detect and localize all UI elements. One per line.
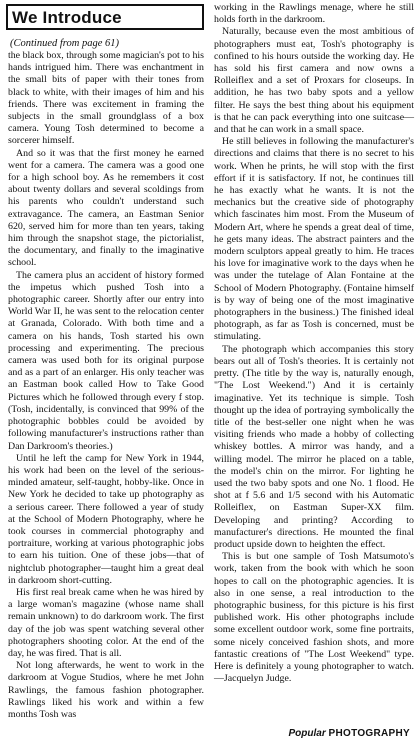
paragraph: Naturally, because even the most ambitious of photographers must eat, Tosh's photography is confined to his hours outside the working day. He has sold his first camera and now owns a Rolleiflex and a set of Proxars for closeups. In addition, he has two baby spots and a yellow filter. He says the best thing about his equipment is that he can pack everything into one suitcase—and that he can work in a small space. — [214, 26, 414, 136]
paragraph: This is but one sample of Tosh Matsumoto's work, taken from the book with which he soon hopes to call on the photographic agencies. It is also in one sense, a real introduction to the photographic business, for this picture is his first published work. His other photographs include some excellent outdoor work, some fine portraits, some nicely conceived fashion shots, and more fantastic creations of "The Lost Weekend" type. Here is definitely a young photographer to watch.—Jacquelyn Judge. — [214, 551, 414, 685]
paragraph: His first real break came when he was hired by a large woman's magazine (whose name shall remain unknown) to do darkroom work. The first day of the job was spent watching several other photographers shooting color. At the end of the day, he was fired. That is all. — [8, 586, 204, 659]
magazine-name-part1: Popular — [288, 728, 326, 739]
paragraph: Not long afterwards, he went to work in the darkroom at Vogue Studios, where he met John Rawlings, the famous fashion photographer. Rawlings liked his work and within a few months Tosh was — [8, 660, 204, 720]
paragraph: the black box, through some magician's pot to his hands intrigued him. There was enchantment in the small bits of paper with their tones from black to white, with their images of him and his friends. There was excitement in framing the subjects in the small groundglass of a box camera. Young Tosh determined to become a sorcerer himself. — [8, 50, 204, 147]
magazine-name-part2: PHOTOGRAPHY — [328, 728, 410, 739]
magazine-footer — [289, 728, 410, 739]
paragraph: working in the Rawlings menage, where he still holds forth in the darkroom. — [214, 2, 414, 26]
paragraph: The camera plus an accident of history formed the impetus which pushed Tosh into a photographic career. Shortly after our entry into World War II, he was sent to the relocation center at Granada, Colorado. With both time and a camera on his hands, Tosh started his own processing and experimenting. The precious camera was used both for its original purpose and as a part of an enlarger. His only teacher was an Eastman book called How to Take Good Pictures which he followed through every f stop. (Tosh, incidentally, is convinced that 99% of the photographic bobbles could be avoided by following manufacturer's instructions rather than Dan Darkroom's theories.) — [8, 269, 204, 452]
paragraph: Until he left the camp for New York in 1944, his work had been on the level of the serious-minded amateur, self-taught, hobby-like. Once in New York he decided to take up photography as a serious career. There followed a year of study at the School of Modern Photography, where he took courses in commercial photography and portraiture, working at various photographic jobs to earn his tuition. One of these jobs—that of nightclub photographer—taught him a great deal in darkroom short-cutting. — [8, 452, 204, 586]
left-column — [8, 50, 204, 721]
paragraph: He still believes in following the manufacturer's directions and claims that there is no secret to his work. When he prints, he will stop with the first effort if it is satisfactory. If not, he continues till he has exactly what he wants. It is not the mechanics but the creative side of photography which fascinates him most. From the Museum of Modern Art, where he spends a great deal of time, he gets many ideas. The abstract painters and the modern sculptors appeal greatly to him. He traces his love for imaginative work to the days when he was under the tutelage of Alan Fontaine at the School of Modern Photography. (Fontaine himself is by way of being one of the most imaginative photographers in the business.) The finished ideal photograph, as far as Tosh is concerned, must be stimulating. — [214, 136, 414, 343]
paragraph: And so it was that the first money he earned went for a camera. The camera was a good one for a high school boy. As he remembers it cost about twenty dollars and several scoldings from his parents who couldn't understand such extravagance. The camera, an Eastman Senior 620, served him for more than ten years, taking him through the snapshot stage, the pictorialist, the documentary, and finally to the imaginative school. — [8, 147, 204, 269]
continued-note: (Continued from page 61) — [10, 38, 119, 49]
section-title: We Introduce — [12, 8, 122, 27]
paragraph: The photograph which accompanies this story bears out all of Tosh's theories. It is certainly not pretty. (The title by the way is, naturally enough, "The Lost Weekend.") And it is certainly imaginative. Yet its technique is simple. Tosh thought up the idea of portraying symbolically the title of the best-seller one night when he was visiting friends who made a hobby of collecting whiskey bottles. A mirror was handy, and a willing model. The mirror he placed on a table, the model's chin on the mirror. For lighting he used the two baby spots and one No. 1 flood. He shot at f 5.6 and 1/5 second with his Automatic Rolleiflex, on Eastman Super-XX film. Developing and printing? According to manufacturer's directions. He mounted the final product upside down to heighten the effect. — [214, 343, 414, 550]
right-column — [214, 2, 414, 685]
